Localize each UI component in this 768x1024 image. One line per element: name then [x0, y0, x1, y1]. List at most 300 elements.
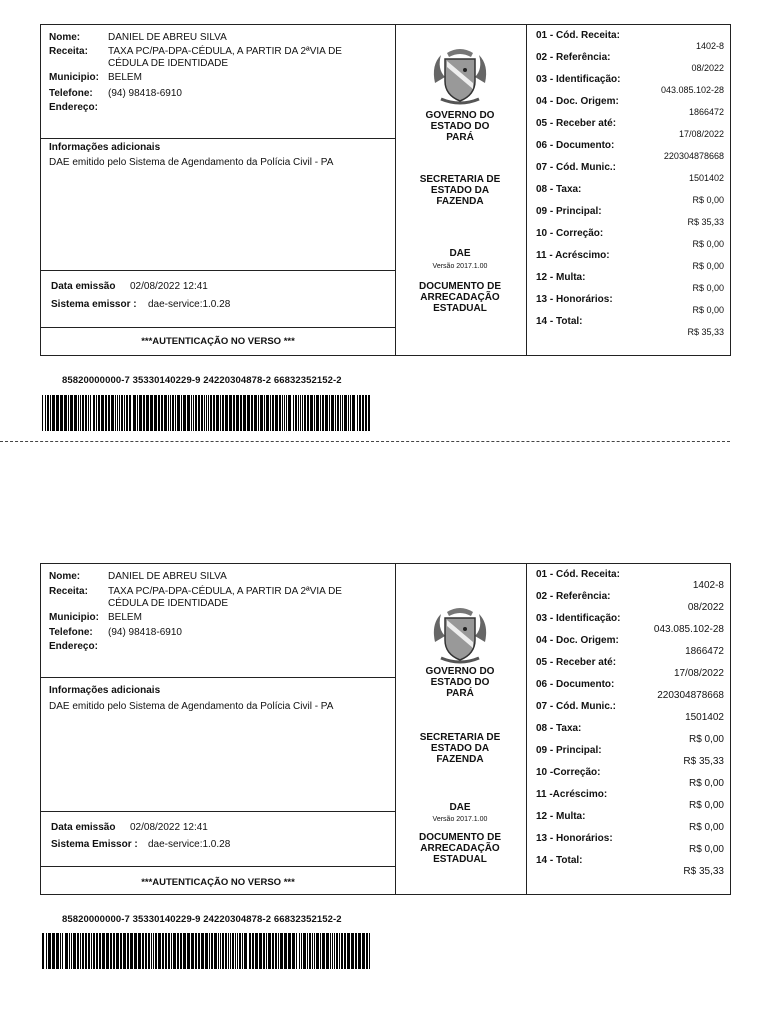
- receita-value: TAXA PC/PA-DPA-CÉDULA, A PARTIR DA 2ªVIA DE: [108, 46, 342, 57]
- barcode-bar: [62, 933, 63, 969]
- barcode-bar: [251, 395, 253, 431]
- barcode-bar: [145, 933, 147, 969]
- field-value: 220304878668: [663, 151, 724, 161]
- barcode-bar: [121, 395, 123, 431]
- cut-line: [0, 441, 730, 442]
- municipio-value: BELEM: [108, 612, 142, 623]
- barcode-bar: [88, 395, 89, 431]
- field-label: 13 - Honorários:: [536, 294, 613, 305]
- info-title: Informações adicionais: [49, 685, 161, 696]
- receita-value: TAXA PC/PA-DPA-CÉDULA, A PARTIR DA 2ªVIA DE: [108, 586, 342, 597]
- field-value: R$ 0,00: [688, 800, 724, 811]
- barcode-bar: [93, 933, 95, 969]
- barcode-bar: [326, 933, 329, 969]
- barcode-bar: [42, 933, 44, 969]
- barcode-bar: [117, 395, 118, 431]
- barcode: [42, 933, 374, 969]
- barcode-bar: [119, 395, 120, 431]
- barcode-bar: [68, 395, 69, 431]
- barcode-bar: [170, 395, 171, 431]
- barcode-bar: [272, 395, 274, 431]
- barcode-bar: [113, 933, 115, 969]
- barcode-bar: [214, 933, 217, 969]
- divider: [41, 270, 395, 271]
- field-value: R$ 0,00: [692, 305, 724, 315]
- barcode-bar: [127, 933, 129, 969]
- barcode-bar: [177, 933, 179, 969]
- field-value: 1866472: [688, 107, 724, 117]
- divider: [41, 811, 395, 812]
- municipio-label: Municipio:: [49, 612, 99, 623]
- barcode-bar: [351, 933, 354, 969]
- field-label: 03 - Identificação:: [536, 74, 621, 85]
- barcode-bar: [344, 395, 347, 431]
- field-label: 09 - Principal:: [536, 745, 602, 756]
- barcode-bar: [60, 395, 63, 431]
- barcode-bar: [64, 395, 67, 431]
- barcode-bar: [344, 933, 346, 969]
- barcode-bar: [322, 933, 325, 969]
- barcode-digits: 85820000000-7 35330140229-9 24220304878-2 66832352152-2: [62, 375, 342, 386]
- field-value: 1402-8: [695, 41, 724, 51]
- slip-frame: [40, 563, 731, 895]
- barcode-bar: [263, 933, 265, 969]
- barcode-digits: 85820000000-7 35330140229-9 24220304878-2 66832352152-2: [62, 914, 342, 925]
- barcode-bar: [334, 933, 335, 969]
- governo-title: GOVERNO DO ESTADO DO PARÁ: [425, 666, 495, 699]
- barcode-bar: [124, 395, 125, 431]
- barcode-bar: [270, 395, 271, 431]
- barcode-bar: [93, 395, 95, 431]
- secretaria-title: SECRETARIA DE ESTADO DA FAZENDA: [419, 732, 501, 765]
- barcode-bar: [133, 395, 136, 431]
- field-label: 10 - Correção:: [536, 228, 604, 239]
- barcode-bar: [129, 395, 131, 431]
- field-label: 03 - Identificação:: [536, 613, 621, 624]
- barcode-bar: [302, 395, 303, 431]
- fields-column: [526, 564, 730, 894]
- barcode-bar: [288, 395, 291, 431]
- field-label: 13 - Honorários:: [536, 833, 613, 844]
- sistema-emissor-value: dae-service:1.0.28: [148, 299, 231, 310]
- barcode-bar: [183, 933, 186, 969]
- barcode-bar: [304, 395, 306, 431]
- barcode-bar: [232, 933, 234, 969]
- field-value: R$ 35,33: [683, 866, 724, 877]
- barcode-bar: [288, 933, 291, 969]
- fields-column: [526, 25, 730, 355]
- barcode-bar: [101, 395, 104, 431]
- dae-version: Versão 2017.1.00: [432, 816, 488, 823]
- nome-label: Nome:: [49, 571, 81, 582]
- barcode-bar: [78, 395, 79, 431]
- barcode-bar: [123, 933, 126, 969]
- field-label: 14 - Total:: [536, 855, 583, 866]
- barcode-bar: [198, 395, 200, 431]
- data-emissao-label: Data emissão: [51, 281, 116, 292]
- field-label: 09 - Principal:: [536, 206, 602, 217]
- barcode-bar: [80, 933, 81, 969]
- barcode-bar: [191, 395, 192, 431]
- barcode-bar: [332, 933, 333, 969]
- barcode-bar: [138, 933, 141, 969]
- barcode-bar: [362, 933, 365, 969]
- barcode-bar: [143, 395, 145, 431]
- barcode-bar: [314, 933, 315, 969]
- barcode-bar: [266, 395, 269, 431]
- field-label: 04 - Doc. Origem:: [536, 635, 619, 646]
- autenticacao-note: ***AUTENTICAÇÃO NO VERSO ***: [141, 877, 295, 888]
- field-label: 10 -Correção:: [536, 767, 601, 778]
- barcode-bar: [120, 933, 122, 969]
- barcode-bar: [151, 933, 152, 969]
- barcode-bar: [137, 395, 138, 431]
- barcode-bar: [335, 395, 336, 431]
- field-value: 1501402: [685, 712, 724, 723]
- barcode-bar: [168, 395, 169, 431]
- dae-version: Versão 2017.1.00: [432, 263, 488, 270]
- barcode-bar: [310, 395, 313, 431]
- barcode-bar: [282, 395, 283, 431]
- field-value: R$ 0,00: [688, 734, 724, 745]
- barcode-bar: [82, 395, 84, 431]
- barcode-bar: [77, 933, 79, 969]
- telefone-value: (94) 98418-6910: [108, 627, 182, 638]
- barcode-bar: [105, 395, 107, 431]
- field-value: R$ 0,00: [688, 778, 724, 789]
- barcode-bar: [60, 933, 61, 969]
- barcode-bar: [228, 933, 229, 969]
- receita-label: Receita:: [49, 46, 88, 57]
- barcode-bar: [348, 395, 349, 431]
- barcode-bar: [220, 395, 221, 431]
- field-value: 17/08/2022: [673, 668, 724, 679]
- barcode-bar: [126, 395, 128, 431]
- barcode-bar: [249, 933, 251, 969]
- divider: [41, 138, 395, 139]
- barcode-bar: [52, 933, 55, 969]
- field-label: 11 - Acréscimo:: [536, 250, 610, 261]
- barcode-bar: [90, 395, 91, 431]
- barcode-bar: [85, 395, 87, 431]
- nome-value: DANIEL DE ABREU SILVA: [108, 32, 227, 43]
- barcode-bar: [173, 933, 176, 969]
- barcode-bar: [337, 395, 339, 431]
- barcode-bar: [320, 933, 321, 969]
- field-value: R$ 0,00: [692, 195, 724, 205]
- barcode-bar: [295, 395, 297, 431]
- barcode-bar: [56, 933, 59, 969]
- barcode-bar: [142, 933, 144, 969]
- receita-label: Receita:: [49, 586, 88, 597]
- info-text: DAE emitido pelo Sistema de Agendamento da Polícia Civil - PA: [49, 157, 334, 168]
- barcode-bar: [286, 395, 287, 431]
- field-label: 14 - Total:: [536, 316, 583, 327]
- barcode-bar: [350, 395, 351, 431]
- barcode-bar: [284, 933, 287, 969]
- documento-title: DOCUMENTO DE ARRECADAÇÃO ESTADUAL: [418, 832, 502, 865]
- barcode-bar: [266, 933, 267, 969]
- barcode-bar: [292, 933, 295, 969]
- barcode-bar: [314, 395, 315, 431]
- data-emissao-value: 02/08/2022 12:41: [130, 822, 208, 833]
- barcode-bar: [177, 395, 180, 431]
- barcode-bar: [216, 395, 219, 431]
- field-value: 1866472: [685, 646, 724, 657]
- barcode-bar: [359, 395, 361, 431]
- barcode-bar: [108, 395, 110, 431]
- field-value: R$ 35,33: [687, 217, 724, 227]
- barcode-bar: [165, 933, 167, 969]
- field-label: 11 -Acréscimo:: [536, 789, 608, 800]
- slip-frame: [40, 24, 731, 356]
- barcode-bar: [298, 395, 299, 431]
- field-value: R$ 0,00: [692, 239, 724, 249]
- secretaria-title: SECRETARIA DE ESTADO DA FAZENDA: [419, 174, 501, 207]
- divider: [41, 327, 395, 328]
- field-value: 220304878668: [657, 690, 724, 701]
- endereco-label: Endereço:: [49, 102, 98, 113]
- barcode-bar: [42, 395, 43, 431]
- barcode-bar: [233, 395, 235, 431]
- barcode-bar: [280, 933, 283, 969]
- barcode-bar: [96, 395, 97, 431]
- barcode-bar: [71, 933, 72, 969]
- barcode-bar: [243, 395, 246, 431]
- barcode-bar: [195, 395, 197, 431]
- barcode-bar: [236, 395, 239, 431]
- barcode-bar: [329, 395, 330, 431]
- barcode-bar: [50, 395, 51, 431]
- barcode-bar: [365, 395, 367, 431]
- field-value: 1501402: [688, 173, 724, 183]
- barcode-bar: [208, 395, 209, 431]
- field-label: 07 - Cód. Munic.:: [536, 701, 616, 712]
- barcode-bar: [230, 933, 231, 969]
- field-label: 05 - Receber até:: [536, 118, 617, 129]
- barcode-bar: [303, 933, 306, 969]
- field-value: R$ 35,33: [683, 756, 724, 767]
- barcode-bar: [341, 933, 343, 969]
- barcode-bar: [244, 933, 247, 969]
- divider: [41, 866, 395, 867]
- barcode-bar: [96, 933, 98, 969]
- barcode-bar: [56, 395, 59, 431]
- barcode-bar: [45, 395, 46, 431]
- barcode-bar: [278, 933, 279, 969]
- barcode-bar: [299, 933, 300, 969]
- receita-value-line2: CÉDULA DE IDENTIDADE: [108, 598, 229, 609]
- barcode-bar: [187, 933, 190, 969]
- barcode-bar: [239, 933, 241, 969]
- barcode-bar: [259, 933, 262, 969]
- barcode-bar: [330, 933, 331, 969]
- barcode-bar: [111, 395, 114, 431]
- field-label: 06 - Documento:: [536, 679, 615, 690]
- field-value: 043.085.102-28: [660, 85, 724, 95]
- barcode-bar: [110, 933, 112, 969]
- barcode-bar: [247, 395, 250, 431]
- field-value: 08/2022: [691, 63, 724, 73]
- barcode-bar: [65, 933, 68, 969]
- barcode-bar: [130, 933, 133, 969]
- barcode-bar: [69, 933, 70, 969]
- barcode-bar: [168, 933, 170, 969]
- barcode-bar: [258, 395, 259, 431]
- barcode-bar: [368, 395, 370, 431]
- barcode-bar: [175, 395, 176, 431]
- para-coat-of-arms-icon: [427, 43, 493, 109]
- endereco-label: Endereço:: [49, 641, 98, 652]
- barcode-bar: [366, 933, 368, 969]
- barcode-bar: [339, 933, 340, 969]
- barcode-bar: [161, 395, 163, 431]
- barcode-bar: [255, 933, 258, 969]
- barcode-bar: [204, 395, 205, 431]
- barcode-bar: [222, 395, 224, 431]
- barcode-bar: [164, 395, 167, 431]
- telefone-label: Telefone:: [49, 88, 93, 99]
- field-value: 08/2022: [687, 602, 724, 613]
- barcode-bar: [46, 933, 47, 969]
- field-value: R$ 0,00: [688, 844, 724, 855]
- barcode-bar: [237, 933, 238, 969]
- barcode-bar: [213, 395, 215, 431]
- barcode-bar: [205, 933, 208, 969]
- barcode-bar: [162, 933, 164, 969]
- barcode-bar: [252, 933, 254, 969]
- barcode-bar: [134, 933, 137, 969]
- field-label: 02 - Referência:: [536, 591, 611, 602]
- barcode-bar: [268, 933, 271, 969]
- field-label: 12 - Multa:: [536, 272, 586, 283]
- field-label: 02 - Referência:: [536, 52, 611, 63]
- barcode-bar: [225, 395, 228, 431]
- barcode-bar: [222, 933, 224, 969]
- field-label: 06 - Documento:: [536, 140, 615, 151]
- field-value: R$ 0,00: [692, 283, 724, 293]
- barcode-bar: [181, 395, 182, 431]
- nome-value: DANIEL DE ABREU SILVA: [108, 571, 227, 582]
- field-label: 08 - Taxa:: [536, 723, 582, 734]
- barcode-bar: [150, 395, 153, 431]
- field-value: R$ 0,00: [692, 261, 724, 271]
- barcode-bar: [316, 395, 319, 431]
- barcode-bar: [293, 395, 294, 431]
- field-label: 12 - Multa:: [536, 811, 586, 822]
- barcode-bar: [316, 933, 319, 969]
- barcode-bar: [80, 395, 81, 431]
- barcode-bar: [322, 395, 324, 431]
- barcode-bar: [272, 933, 274, 969]
- barcode-bar: [347, 933, 350, 969]
- barcode: [42, 395, 374, 431]
- autenticacao-note: ***AUTENTICAÇÃO NO VERSO ***: [141, 336, 295, 347]
- barcode-bar: [284, 395, 285, 431]
- telefone-value: (94) 98418-6910: [108, 88, 182, 99]
- field-label: 07 - Cód. Munic.:: [536, 162, 616, 173]
- barcode-bar: [106, 933, 109, 969]
- barcode-bar: [47, 395, 49, 431]
- barcode-bar: [369, 933, 370, 969]
- sistema-emissor-value: dae-service:1.0.28: [148, 839, 231, 850]
- barcode-bar: [201, 395, 203, 431]
- barcode-bar: [357, 395, 358, 431]
- barcode-bar: [300, 395, 301, 431]
- barcode-bar: [264, 395, 265, 431]
- receita-value-line2: CÉDULA DE IDENTIDADE: [108, 58, 229, 69]
- field-label: 01 - Cód. Receita:: [536, 569, 620, 580]
- field-label: 08 - Taxa:: [536, 184, 582, 195]
- data-emissao-value: 02/08/2022 12:41: [130, 281, 208, 292]
- sistema-emissor-label: Sistema emissor :: [51, 299, 137, 310]
- barcode-bar: [301, 933, 302, 969]
- barcode-bar: [325, 395, 328, 431]
- barcode-bar: [242, 933, 243, 969]
- documento-title: DOCUMENTO DE ARRECADAÇÃO ESTADUAL: [418, 281, 502, 314]
- barcode-bar: [82, 933, 84, 969]
- barcode-bar: [148, 933, 150, 969]
- barcode-bar: [358, 933, 361, 969]
- barcode-bar: [307, 933, 308, 969]
- barcode-bar: [206, 395, 207, 431]
- barcode-bar: [193, 395, 194, 431]
- municipio-label: Municipio:: [49, 72, 99, 83]
- telefone-label: Telefone:: [49, 627, 93, 638]
- field-label: 01 - Cód. Receita:: [536, 30, 620, 41]
- field-label: 05 - Receber até:: [536, 657, 617, 668]
- barcode-bar: [309, 933, 311, 969]
- barcode-bar: [320, 395, 321, 431]
- barcode-bar: [352, 395, 355, 431]
- barcode-bar: [275, 395, 278, 431]
- barcode-bar: [296, 933, 297, 969]
- barcode-bar: [362, 395, 364, 431]
- barcode-bar: [74, 395, 77, 431]
- barcode-bar: [336, 933, 338, 969]
- barcode-bar: [260, 395, 263, 431]
- barcode-bar: [229, 395, 232, 431]
- barcode-bar: [275, 933, 277, 969]
- field-label: 04 - Doc. Origem:: [536, 96, 619, 107]
- barcode-bar: [115, 395, 116, 431]
- barcode-bar: [225, 933, 227, 969]
- barcode-bar: [158, 933, 161, 969]
- barcode-bar: [70, 395, 73, 431]
- barcode-bar: [158, 395, 160, 431]
- barcode-bar: [85, 933, 87, 969]
- nome-label: Nome:: [49, 32, 81, 43]
- barcode-bar: [180, 933, 182, 969]
- barcode-bar: [201, 933, 204, 969]
- field-value: 17/08/2022: [678, 129, 724, 139]
- barcode-bar: [48, 933, 51, 969]
- barcode-bar: [355, 933, 357, 969]
- barcode-bar: [211, 933, 213, 969]
- barcode-bar: [209, 933, 210, 969]
- governo-title: GOVERNO DO ESTADO DO PARÁ: [425, 110, 495, 143]
- barcode-bar: [279, 395, 281, 431]
- barcode-bar: [183, 395, 186, 431]
- barcode-bar: [198, 933, 200, 969]
- barcode-bar: [171, 933, 172, 969]
- barcode-bar: [254, 395, 257, 431]
- barcode-bar: [88, 933, 90, 969]
- field-value: 043.085.102-28: [653, 624, 724, 635]
- barcode-bar: [220, 933, 221, 969]
- barcode-bar: [99, 933, 101, 969]
- barcode-bar: [218, 933, 219, 969]
